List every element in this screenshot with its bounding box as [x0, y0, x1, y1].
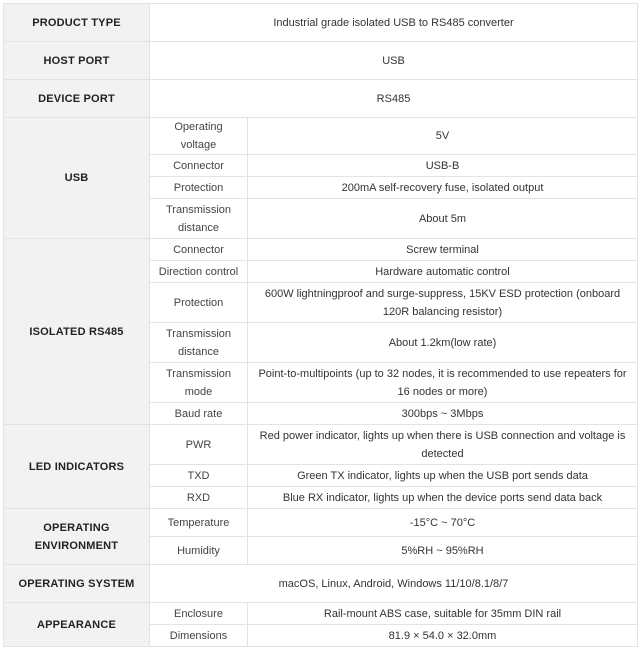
spec-value: Blue RX indicator, lights up when the device ports send data back [248, 487, 638, 509]
category-label: APPEARANCE [4, 603, 150, 647]
parameter-label: Connector [150, 239, 248, 261]
spec-row-device-port [4, 80, 638, 118]
spec-value: 600W lightningproof and surge-suppress, 15KV ESD protection (onboard 120R balancing resistor) [248, 283, 638, 323]
spec-value: 5%RH ~ 95%RH [248, 537, 638, 565]
spec-row-usb [4, 118, 638, 155]
spec-row-operating-system [4, 565, 638, 603]
parameter-label: Connector [150, 155, 248, 177]
category-label: USB [4, 118, 150, 239]
category-label: PRODUCT TYPE [4, 4, 150, 42]
category-label: HOST PORT [4, 42, 150, 80]
spec-value: 300bps ~ 3Mbps [248, 403, 638, 425]
parameter-label: Humidity [150, 537, 248, 565]
category-label: ISOLATED RS485 [4, 239, 150, 425]
category-label: OPERATING ENVIRONMENT [4, 509, 150, 565]
spec-row-led-indicators [4, 425, 638, 465]
spec-value: About 5m [248, 199, 638, 239]
spec-value: Point-to-multipoints (up to 32 nodes, it is recommended to use repeaters for 16 nodes or more) [248, 363, 638, 403]
category-label: DEVICE PORT [4, 80, 150, 118]
spec-value: About 1.2km(low rate) [248, 323, 638, 363]
spec-row-appearance [4, 603, 638, 625]
spec-value: -15°C ~ 70°C [248, 509, 638, 537]
parameter-label: TXD [150, 465, 248, 487]
parameter-label: Dimensions [150, 625, 248, 647]
parameter-label: Transmission distance [150, 199, 248, 239]
spec-value: 200mA self-recovery fuse, isolated output [248, 177, 638, 199]
parameter-label: Protection [150, 283, 248, 323]
parameter-label: PWR [150, 425, 248, 465]
parameter-label: Temperature [150, 509, 248, 537]
spec-row-operating-environment [4, 509, 638, 537]
parameter-label: Transmission distance [150, 323, 248, 363]
spec-value: RS485 [150, 80, 638, 118]
parameter-label: Protection [150, 177, 248, 199]
spec-row-host-port [4, 42, 638, 80]
parameter-label: Baud rate [150, 403, 248, 425]
parameter-label: Transmission mode [150, 363, 248, 403]
spec-value: Rail-mount ABS case, suitable for 35mm DIN rail [248, 603, 638, 625]
parameter-label: Enclosure [150, 603, 248, 625]
spec-value: Green TX indicator, lights up when the USB port sends data [248, 465, 638, 487]
spec-row-isolated-rs485 [4, 239, 638, 261]
spec-value: Hardware automatic control [248, 261, 638, 283]
spec-value: Industrial grade isolated USB to RS485 converter [150, 4, 638, 42]
category-label: LED INDICATORS [4, 425, 150, 509]
spec-value: Red power indicator, lights up when there is USB connection and voltage is detected [248, 425, 638, 465]
spec-value: USB [150, 42, 638, 80]
spec-value: macOS, Linux, Android, Windows 11/10/8.1/8/7 [150, 565, 638, 603]
spec-value: USB-B [248, 155, 638, 177]
parameter-label: Direction control [150, 261, 248, 283]
parameter-label: Operating voltage [150, 118, 248, 155]
parameter-label: RXD [150, 487, 248, 509]
spec-value: 81.9 × 54.0 × 32.0mm [248, 625, 638, 647]
spec-value: Screw terminal [248, 239, 638, 261]
spec-table [3, 3, 638, 647]
spec-value: 5V [248, 118, 638, 155]
spec-row-product-type [4, 4, 638, 42]
category-label: OPERATING SYSTEM [4, 565, 150, 603]
